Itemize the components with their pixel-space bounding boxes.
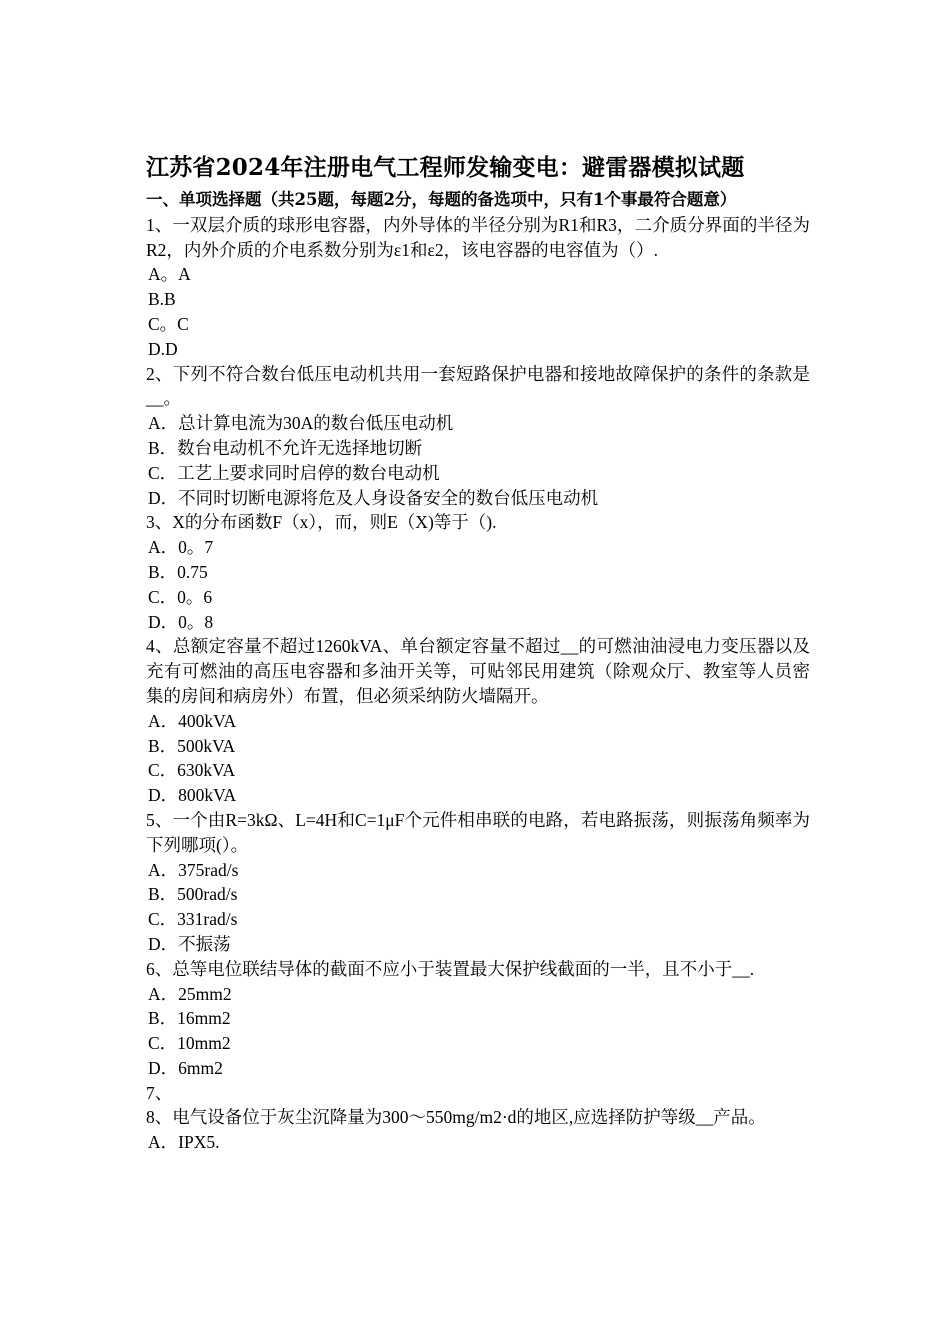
question-text: 8、电气设备位于灰尘沉降量为300～550mg/m2·d的地区,应选择防护等级__产品。 [146,1107,766,1128]
option-d: D．0。8 [148,611,214,632]
question-text: 5、一个由R=3kΩ、L=4H和C=1μF个元件相串联的电路，若电路振荡，则振荡角频率为下列哪项(）。 [146,809,810,855]
question-1 [146,213,810,362]
question-text: 4、总额定容量不超过1260kVA、单台额定容量不超过__的可燃油油浸电力变压器以及充有可燃油的高压电容器和多油开关等，可贴邻民用建筑（除观众厅、教室等人员密集的房间和病房外）布置，但必须采纳防火墙隔开。 [146,636,810,706]
section-heading: 一、单项选择题（共25题，每题2分，每题的备选项中，只有1个事最符合题意） [146,190,737,209]
option-d: D．不同时切断电源将危及人身设备安全的数台低压电动机 [148,487,599,508]
option-c: C．331rad/s [148,909,238,930]
question-3 [146,510,810,634]
question-6 [146,957,810,1081]
option-c: C．630kVA [148,760,236,781]
option-b: B．16mm2 [148,1008,231,1029]
question-text: 6、总等电位联结导体的截面不应小于装置最大保护线截面的一半，且不小于__. [146,958,755,979]
option-c: C．工艺上要求同时启停的数台电动机 [148,462,440,483]
option-b: B．500rad/s [148,884,238,905]
question-4 [146,634,810,808]
option-a: A．IPX5. [148,1132,220,1153]
option-a: A．25mm2 [148,983,232,1004]
option-b: B．500kVA [148,735,236,756]
option-b: B．数台电动机不允许无选择地切断 [148,437,423,458]
option-a: A．375rad/s [148,859,239,880]
option-a: A．总计算电流为30A的数台低压电动机 [148,413,454,434]
option-d: D.D [148,338,178,359]
document-title: 江苏省2024年注册电气工程师发输变电：避雷器模拟试题 [146,154,745,181]
question-8 [146,1105,810,1155]
option-b: B.B [148,289,176,310]
question-text: 1、一双层介质的球形电容器，内外导体的半径分别为R1和R3，二介质分界面的半径为R2，内外介质的介电系数分别为ε1和ε2，该电容器的电容值为（）. [146,214,810,260]
option-a: A．0。7 [148,537,214,558]
question-7 [146,1081,810,1106]
document-page [146,150,810,1155]
question-2 [146,362,810,511]
option-c: C。C [148,313,189,334]
option-c: C．10mm2 [148,1033,231,1054]
option-d: D．不振荡 [148,933,231,954]
question-text: 2、下列不符合数台低压电动机共用一套短路保护电器和接地故障保护的条件的条款是__。 [146,363,810,409]
question-text: 3、X的分布函数F（x），而，则E（X)等于（). [146,512,497,533]
option-a: A。A [148,264,191,285]
question-text: 7、 [146,1082,173,1103]
option-a: A．400kVA [148,710,237,731]
option-d: D．800kVA [148,785,237,806]
option-b: B．0.75 [148,561,208,582]
option-d: D．6mm2 [148,1057,223,1078]
option-c: C．0。6 [148,586,213,607]
question-5 [146,808,810,957]
